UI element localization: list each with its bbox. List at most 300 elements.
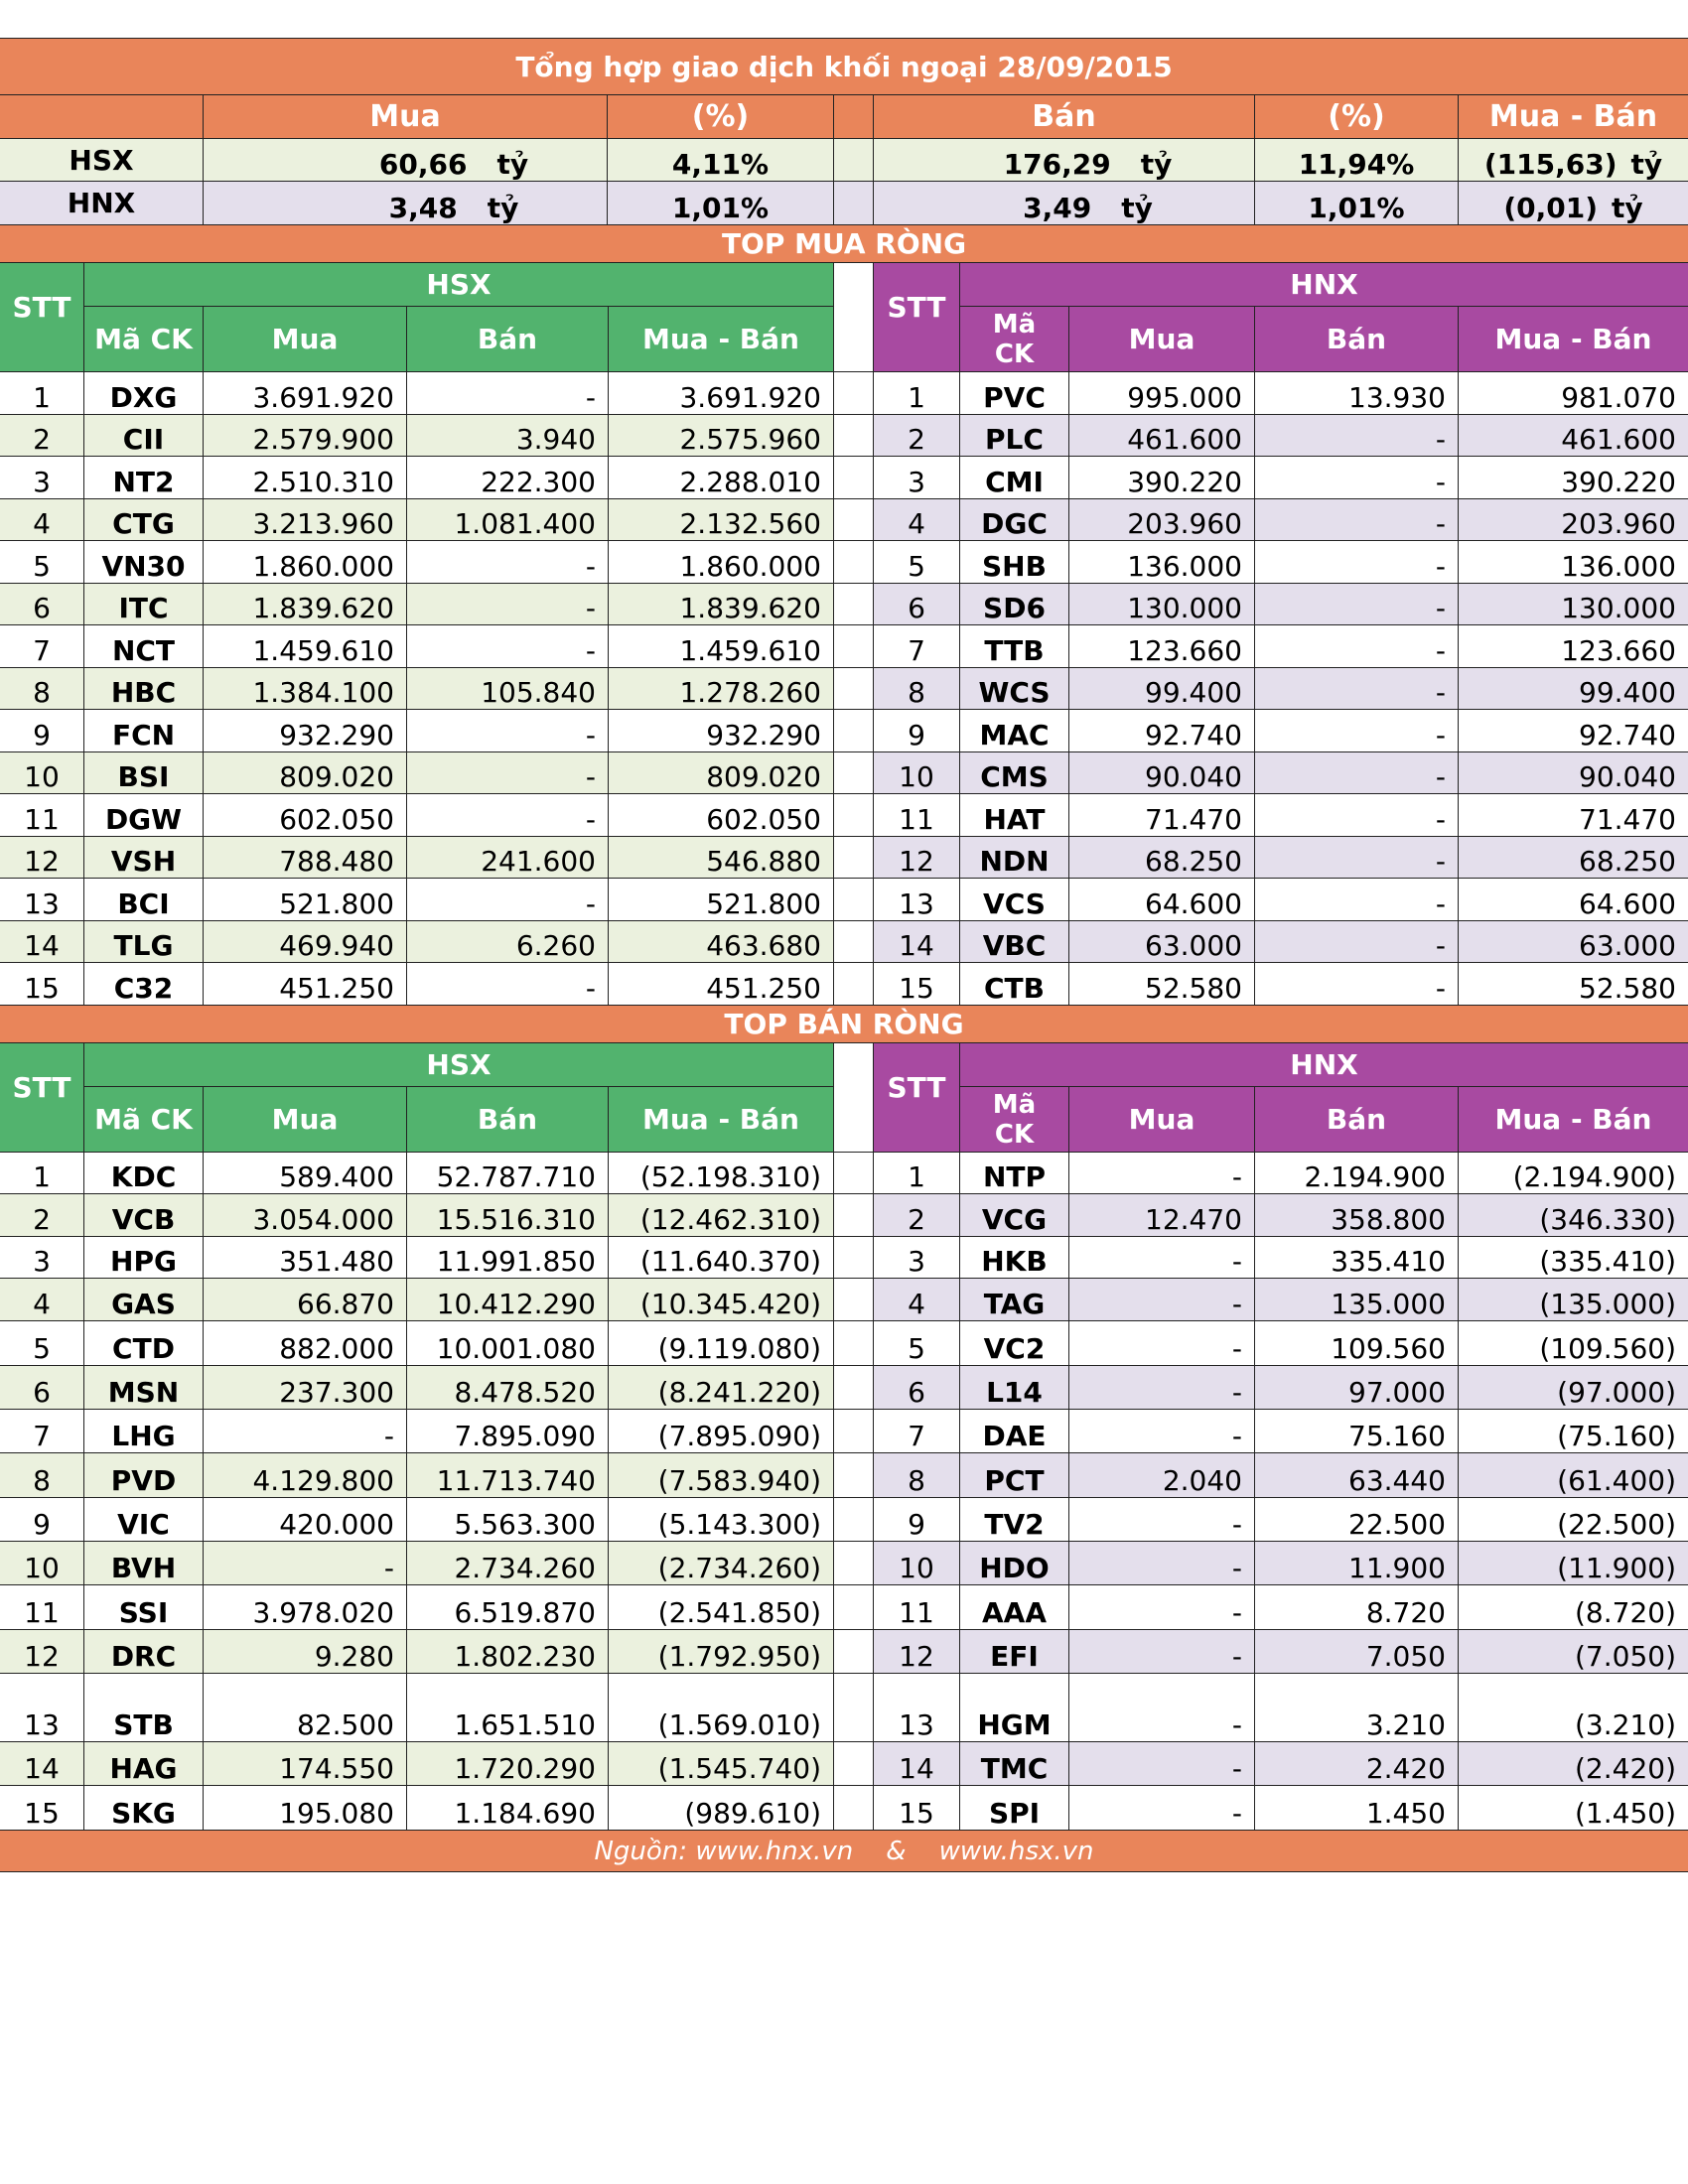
row-sell: 52.787.710: [407, 1153, 609, 1194]
row-buy: 589.400: [204, 1153, 407, 1194]
col-header-stt: STT: [874, 263, 960, 372]
table-row: [0, 1674, 1688, 1742]
row-stt: 9: [0, 1498, 84, 1542]
row-ticker: DXG: [84, 372, 204, 415]
row-ticker: EFI: [960, 1630, 1069, 1674]
summary-header-row: [0, 95, 1688, 139]
table-row: [0, 1498, 1688, 1542]
column-gap: [834, 372, 874, 415]
row-buy: 82.500: [204, 1674, 407, 1742]
col-header-sell: Bán: [1255, 307, 1459, 372]
summary-row-hsx: [0, 139, 1688, 182]
source-link-hsx[interactable]: www.hsx.vn: [938, 1836, 1094, 1866]
row-sell: 11.900: [1255, 1542, 1459, 1585]
row-net: 64.600: [1459, 879, 1688, 921]
table-row: [0, 963, 1688, 1006]
row-stt: 3: [874, 457, 960, 499]
table-row: [0, 1585, 1688, 1630]
row-stt: 11: [0, 1585, 84, 1630]
row-net: 136.000: [1459, 541, 1688, 584]
row-sell: 10.412.290: [407, 1279, 609, 1321]
row-net: 521.800: [609, 879, 834, 921]
row-sell: 11.713.740: [407, 1453, 609, 1498]
row-net: 203.960: [1459, 499, 1688, 541]
row-buy: 71.470: [1069, 794, 1255, 837]
row-ticker: NCT: [84, 625, 204, 668]
row-buy: 203.960: [1069, 499, 1255, 541]
row-net: (1.545.740): [609, 1742, 834, 1786]
hsx-header-group: [84, 1043, 834, 1153]
row-sell: 11.991.850: [407, 1237, 609, 1279]
summary-unit: tỷ: [487, 192, 519, 224]
row-net: 932.290: [609, 710, 834, 752]
row-net: (7.895.090): [609, 1410, 834, 1453]
row-buy: -: [1069, 1410, 1255, 1453]
source-label: Nguồn:: [594, 1836, 688, 1866]
col-header-buy: Mua: [1069, 1087, 1255, 1153]
row-sell: 135.000: [1255, 1279, 1459, 1321]
row-ticker: TMC: [960, 1742, 1069, 1786]
row-net: 2.288.010: [609, 457, 834, 499]
row-ticker: TV2: [960, 1498, 1069, 1542]
summary-unit: tỷ: [1630, 148, 1663, 181]
row-sell: -: [407, 752, 609, 794]
row-net: (7.583.940): [609, 1453, 834, 1498]
row-sell: 8.478.520: [407, 1366, 609, 1410]
row-sell: 222.300: [407, 457, 609, 499]
row-stt: 2: [874, 1194, 960, 1237]
row-sell: 1.651.510: [407, 1674, 609, 1742]
row-ticker: PLC: [960, 415, 1069, 457]
column-gap: [834, 879, 874, 921]
row-ticker: AAA: [960, 1585, 1069, 1630]
row-ticker: VBC: [960, 921, 1069, 963]
column-gap: [834, 541, 874, 584]
row-stt: 9: [874, 1498, 960, 1542]
row-net: 92.740: [1459, 710, 1688, 752]
column-gap: [834, 752, 874, 794]
row-stt: 4: [0, 499, 84, 541]
row-ticker: KDC: [84, 1153, 204, 1194]
table-row: [0, 1630, 1688, 1674]
row-sell: 13.930: [1255, 372, 1459, 415]
table-row: [0, 752, 1688, 794]
hnx-subheader: [960, 1087, 1688, 1153]
row-stt: 11: [0, 794, 84, 837]
row-stt: 1: [0, 1153, 84, 1194]
row-stt: 8: [0, 668, 84, 710]
row-ticker: NTP: [960, 1153, 1069, 1194]
row-buy: 130.000: [1069, 584, 1255, 625]
column-gap: [834, 1410, 874, 1453]
row-stt: 11: [874, 794, 960, 837]
row-net: 123.660: [1459, 625, 1688, 668]
column-gap: [834, 837, 874, 879]
row-stt: 9: [874, 710, 960, 752]
row-ticker: VC2: [960, 1321, 1069, 1366]
row-ticker: TTB: [960, 625, 1069, 668]
col-header-stt: STT: [0, 1043, 84, 1153]
row-ticker: VN30: [84, 541, 204, 584]
hsx-group-label: HSX: [84, 1043, 834, 1087]
row-sell: -: [1255, 879, 1459, 921]
row-ticker: SD6: [960, 584, 1069, 625]
row-sell: -: [1255, 668, 1459, 710]
summary-unit: tỷ: [1612, 192, 1643, 224]
row-net: 390.220: [1459, 457, 1688, 499]
summary-gap: [834, 139, 874, 182]
row-ticker: DAE: [960, 1410, 1069, 1453]
column-gap: [834, 794, 874, 837]
row-buy: 90.040: [1069, 752, 1255, 794]
row-ticker: HAT: [960, 794, 1069, 837]
row-ticker: WCS: [960, 668, 1069, 710]
row-sell: -: [1255, 963, 1459, 1006]
row-buy: 3.054.000: [204, 1194, 407, 1237]
row-ticker: CMI: [960, 457, 1069, 499]
hnx-group-label: HNX: [960, 1043, 1688, 1087]
summary-buy-pct: 1,01%: [608, 182, 834, 225]
row-buy: 469.940: [204, 921, 407, 963]
row-stt: 1: [874, 372, 960, 415]
col-header-code: Mã CK: [84, 307, 204, 372]
row-buy: 195.080: [204, 1786, 407, 1831]
row-net: 90.040: [1459, 752, 1688, 794]
row-buy: 788.480: [204, 837, 407, 879]
table-row: [0, 1786, 1688, 1831]
row-stt: 14: [874, 1742, 960, 1786]
row-stt: 14: [0, 1742, 84, 1786]
row-buy: 2.510.310: [204, 457, 407, 499]
row-net: (2.541.850): [609, 1585, 834, 1630]
row-sell: -: [407, 710, 609, 752]
row-buy: 602.050: [204, 794, 407, 837]
hsx-header-group: [84, 263, 834, 372]
row-buy: -: [1069, 1674, 1255, 1742]
column-gap: [834, 1043, 874, 1153]
top-sell-title: TOP BÁN RÒNG: [0, 1006, 1688, 1043]
row-buy: 995.000: [1069, 372, 1255, 415]
col-header-code-line2: CK: [994, 339, 1035, 369]
source-link-hnx[interactable]: www.hnx.vn: [695, 1836, 854, 1866]
row-ticker: NDN: [960, 837, 1069, 879]
summary-buy-value: 60,66: [378, 148, 468, 181]
column-gap: [834, 1194, 874, 1237]
row-sell: 63.440: [1255, 1453, 1459, 1498]
summary-sell-value: 176,29: [1003, 148, 1111, 181]
row-net: (97.000): [1459, 1366, 1688, 1410]
row-net: (989.610): [609, 1786, 834, 1831]
row-net: 1.459.610: [609, 625, 834, 668]
row-buy: -: [204, 1542, 407, 1585]
column-gap: [834, 1321, 874, 1366]
table-row: [0, 1542, 1688, 1585]
row-ticker: L14: [960, 1366, 1069, 1410]
row-sell: -: [407, 584, 609, 625]
row-buy: 2.040: [1069, 1453, 1255, 1498]
row-ticker: CTG: [84, 499, 204, 541]
table-row: [0, 541, 1688, 584]
row-net: 130.000: [1459, 584, 1688, 625]
summary-sell-pct: 11,94%: [1255, 139, 1459, 182]
row-net: (52.198.310): [609, 1153, 834, 1194]
row-net: (2.734.260): [609, 1542, 834, 1585]
row-stt: 11: [874, 1585, 960, 1630]
column-gap: [834, 668, 874, 710]
row-stt: 4: [0, 1279, 84, 1321]
row-sell: 1.184.690: [407, 1786, 609, 1831]
row-stt: 7: [0, 625, 84, 668]
row-buy: -: [1069, 1279, 1255, 1321]
row-buy: 92.740: [1069, 710, 1255, 752]
row-net: 463.680: [609, 921, 834, 963]
col-header-buy: Mua: [1069, 307, 1255, 372]
row-net: 546.880: [609, 837, 834, 879]
hnx-subheader: [960, 307, 1688, 372]
row-sell: 1.081.400: [407, 499, 609, 541]
row-ticker: SSI: [84, 1585, 204, 1630]
row-stt: 5: [874, 1321, 960, 1366]
row-sell: -: [1255, 837, 1459, 879]
hsx-subheader: [84, 307, 834, 372]
col-header-code-line2: CK: [994, 1119, 1035, 1150]
row-ticker: MAC: [960, 710, 1069, 752]
table-row: [0, 1366, 1688, 1410]
row-net: 451.250: [609, 963, 834, 1006]
row-sell: -: [1255, 457, 1459, 499]
hsx-subheader: [84, 1087, 834, 1153]
row-net: 99.400: [1459, 668, 1688, 710]
hnx-header-group: [960, 263, 1688, 372]
col-header-sell: Bán: [407, 1087, 609, 1153]
col-header-buy: Mua: [204, 1087, 407, 1153]
row-net: 52.580: [1459, 963, 1688, 1006]
col-header-net: Mua - Bán: [1459, 1087, 1688, 1153]
row-sell: 2.420: [1255, 1742, 1459, 1786]
row-net: (9.119.080): [609, 1321, 834, 1366]
row-sell: -: [1255, 794, 1459, 837]
row-buy: 1.459.610: [204, 625, 407, 668]
row-sell: 1.720.290: [407, 1742, 609, 1786]
row-net: 71.470: [1459, 794, 1688, 837]
column-gap: [834, 1237, 874, 1279]
column-gap: [834, 415, 874, 457]
col-header-net: Mua - Bán: [609, 1087, 834, 1153]
column-gap: [834, 499, 874, 541]
row-stt: 5: [0, 1321, 84, 1366]
row-ticker: VCB: [84, 1194, 204, 1237]
row-net: (61.400): [1459, 1453, 1688, 1498]
row-net: 3.691.920: [609, 372, 834, 415]
row-net: (10.345.420): [609, 1279, 834, 1321]
row-ticker: VCS: [960, 879, 1069, 921]
row-sell: 335.410: [1255, 1237, 1459, 1279]
section-header: [0, 263, 1688, 372]
row-sell: -: [407, 794, 609, 837]
col-header-code: [960, 1087, 1069, 1153]
row-buy: 66.870: [204, 1279, 407, 1321]
row-stt: 15: [0, 963, 84, 1006]
row-buy: 136.000: [1069, 541, 1255, 584]
row-stt: 6: [0, 1366, 84, 1410]
table-row: [0, 921, 1688, 963]
row-buy: 64.600: [1069, 879, 1255, 921]
row-net: (11.900): [1459, 1542, 1688, 1585]
column-gap: [834, 1542, 874, 1585]
row-net: (8.241.220): [609, 1366, 834, 1410]
summary-header-buy: Mua: [204, 95, 608, 139]
row-net: 461.600: [1459, 415, 1688, 457]
report-title: Tổng hợp giao dịch khối ngoại 28/09/2015: [0, 38, 1688, 95]
table-row: [0, 1153, 1688, 1194]
row-sell: -: [1255, 499, 1459, 541]
table-row: [0, 372, 1688, 415]
summary-header-buy-pct: (%): [608, 95, 834, 139]
row-sell: 2.194.900: [1255, 1153, 1459, 1194]
row-stt: 12: [874, 1630, 960, 1674]
row-stt: 4: [874, 499, 960, 541]
summary-sell-value: 3,49: [1023, 192, 1092, 224]
row-stt: 2: [874, 415, 960, 457]
column-gap: [834, 1279, 874, 1321]
row-sell: 7.050: [1255, 1630, 1459, 1674]
column-gap: [834, 584, 874, 625]
row-ticker: SHB: [960, 541, 1069, 584]
top-buy-section: [0, 225, 1688, 1006]
row-buy: 882.000: [204, 1321, 407, 1366]
row-stt: 6: [874, 584, 960, 625]
summary-unit: tỷ: [496, 148, 529, 181]
summary-sell-cell: [874, 139, 1255, 182]
row-sell: -: [407, 372, 609, 415]
row-net: 1.839.620: [609, 584, 834, 625]
column-gap: [834, 1674, 874, 1742]
section-header: [0, 1043, 1688, 1153]
row-ticker: PCT: [960, 1453, 1069, 1498]
row-ticker: PVD: [84, 1453, 204, 1498]
row-buy: 521.800: [204, 879, 407, 921]
row-stt: 10: [0, 1542, 84, 1585]
column-gap: [834, 1153, 874, 1194]
row-buy: 2.579.900: [204, 415, 407, 457]
col-header-sell: Bán: [1255, 1087, 1459, 1153]
row-net: (8.720): [1459, 1585, 1688, 1630]
row-buy: 63.000: [1069, 921, 1255, 963]
row-stt: 6: [874, 1366, 960, 1410]
row-buy: 68.250: [1069, 837, 1255, 879]
row-stt: 4: [874, 1279, 960, 1321]
row-stt: 7: [0, 1410, 84, 1453]
row-stt: 13: [0, 879, 84, 921]
summary-buy-cell: [204, 139, 608, 182]
row-ticker: DRC: [84, 1630, 204, 1674]
row-ticker: DGC: [960, 499, 1069, 541]
hsx-group-label: HSX: [84, 263, 834, 307]
row-sell: 7.895.090: [407, 1410, 609, 1453]
table-row: [0, 1742, 1688, 1786]
row-stt: 10: [874, 1542, 960, 1585]
summary-row-hnx: [0, 182, 1688, 225]
row-stt: 3: [874, 1237, 960, 1279]
table-row: [0, 1453, 1688, 1498]
row-sell: -: [1255, 752, 1459, 794]
row-ticker: GAS: [84, 1279, 204, 1321]
row-net: (1.792.950): [609, 1630, 834, 1674]
row-ticker: FCN: [84, 710, 204, 752]
row-buy: -: [1069, 1153, 1255, 1194]
row-ticker: CTD: [84, 1321, 204, 1366]
row-buy: 3.691.920: [204, 372, 407, 415]
row-buy: 12.470: [1069, 1194, 1255, 1237]
row-ticker: HKB: [960, 1237, 1069, 1279]
row-ticker: BVH: [84, 1542, 204, 1585]
row-sell: 358.800: [1255, 1194, 1459, 1237]
row-buy: -: [204, 1410, 407, 1453]
row-ticker: VIC: [84, 1498, 204, 1542]
summary-unit: tỷ: [1121, 192, 1153, 224]
col-header-net: Mua - Bán: [609, 307, 834, 372]
row-sell: 3.210: [1255, 1674, 1459, 1742]
row-stt: 10: [0, 752, 84, 794]
row-sell: -: [1255, 921, 1459, 963]
row-net: 2.575.960: [609, 415, 834, 457]
table-row: [0, 1237, 1688, 1279]
table-row: [0, 879, 1688, 921]
row-net: 63.000: [1459, 921, 1688, 963]
row-stt: 12: [874, 837, 960, 879]
col-header-buy: Mua: [204, 307, 407, 372]
row-net: (1.569.010): [609, 1674, 834, 1742]
column-gap: [834, 1585, 874, 1630]
row-ticker: VSH: [84, 837, 204, 879]
row-ticker: HBC: [84, 668, 204, 710]
column-gap: [834, 1742, 874, 1786]
row-ticker: ITC: [84, 584, 204, 625]
column-gap: [834, 1366, 874, 1410]
row-net: (335.410): [1459, 1237, 1688, 1279]
footer-row: [0, 1831, 1688, 1872]
row-sell: -: [407, 625, 609, 668]
row-buy: 932.290: [204, 710, 407, 752]
column-gap: [834, 710, 874, 752]
row-sell: 97.000: [1255, 1366, 1459, 1410]
row-ticker: SPI: [960, 1786, 1069, 1831]
row-net: (1.450): [1459, 1786, 1688, 1831]
row-net: 981.070: [1459, 372, 1688, 415]
row-ticker: HPG: [84, 1237, 204, 1279]
column-gap: [834, 457, 874, 499]
report-sheet: [0, 38, 1688, 1872]
row-buy: -: [1069, 1237, 1255, 1279]
row-stt: 10: [874, 752, 960, 794]
summary-buy-cell: [204, 182, 608, 225]
row-buy: 461.600: [1069, 415, 1255, 457]
row-ticker: PVC: [960, 372, 1069, 415]
row-buy: 351.480: [204, 1237, 407, 1279]
source-amp: &: [886, 1836, 907, 1866]
row-ticker: DGW: [84, 794, 204, 837]
row-sell: 1.450: [1255, 1786, 1459, 1831]
row-buy: 451.250: [204, 963, 407, 1006]
row-stt: 15: [0, 1786, 84, 1831]
table-row: [0, 457, 1688, 499]
row-ticker: C32: [84, 963, 204, 1006]
row-sell: -: [407, 879, 609, 921]
hnx-group-label: HNX: [960, 263, 1688, 307]
hnx-header-group: [960, 1043, 1688, 1153]
summary-sell-pct: 1,01%: [1255, 182, 1459, 225]
row-stt: 3: [0, 1237, 84, 1279]
